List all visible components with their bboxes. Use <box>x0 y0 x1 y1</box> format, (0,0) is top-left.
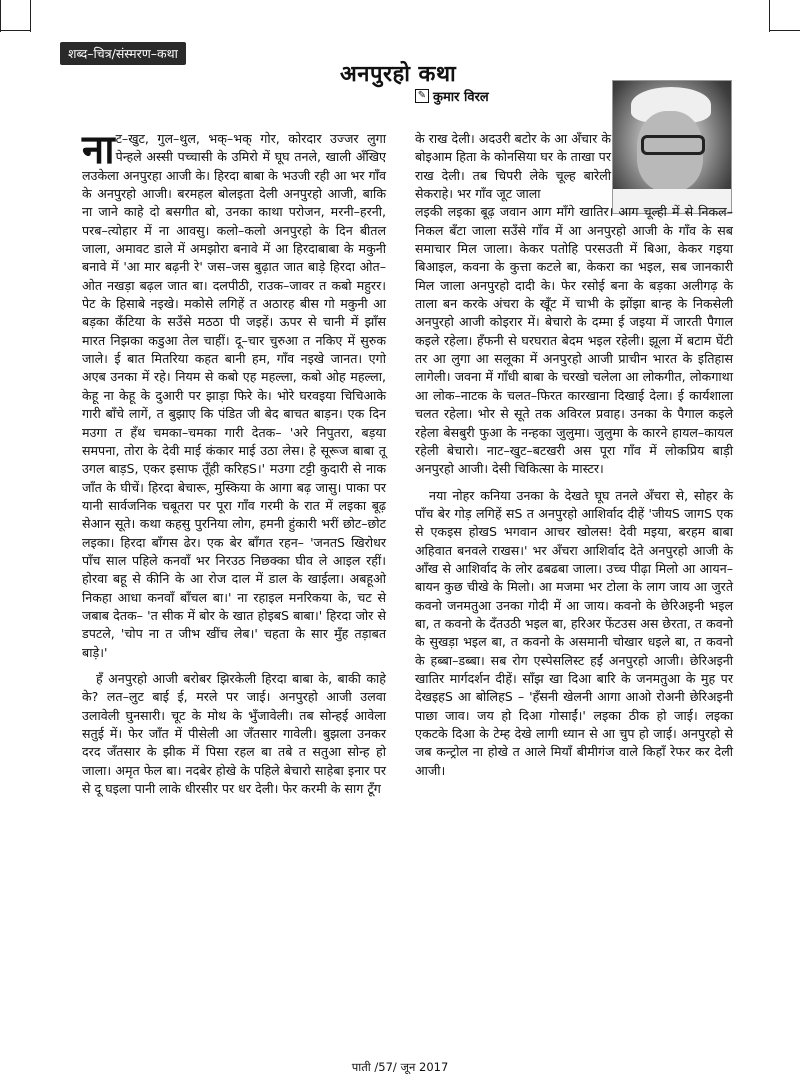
crop-mark-top-left <box>0 0 1 32</box>
left-paragraph-2: हँ अनपुरहो आजी बरोबर झिरकेली हिरदा बाबा के, बाकी काहे के? लत–लुट बाई ई, मरले पर जाई। अनपुरहो आजी उलवा उलावेली घुनसारी। चूट के मोथ के भुँजावेली। तब सोन्हई आवेला सतुई में। फेर जाँत में पीसेली आ जँतसार गावेली। बुझला उनकर दरद जँतसार के झीक में पिसा रहल बा तबे त सतुआ सोन्ह हो जाला। अमृत फेल बा। नदबेर होखे के पहिले बेचारो साहेबा इनार पर से दू घइला पानी लाके धीरसीर पर धर देली। फेर करमी के साग टूँग <box>82 670 386 797</box>
section-tag: शब्द–चित्र/संस्मरण–कथा <box>60 42 186 65</box>
pen-icon: ✎ <box>415 89 429 103</box>
right-top-wrap: के राख देली। अदउरी बटोर के आ अँचार के बोइआम हिता के कोनसिया घर के ताखा पर राख देली। तब चिपरी लेके चूल्ह बारेली सेकराहे। भर गाँव जूट जाला <box>415 131 611 202</box>
crop-mark-top-left-h <box>0 30 30 31</box>
byline <box>415 87 489 105</box>
crop-mark-top-right-h <box>770 30 800 31</box>
right-column <box>415 130 733 788</box>
left-paragraph-1 <box>82 127 386 662</box>
left-paragraph-1-text: ट–खुट, गुल–थुल, भक्–भक् गोर, कोरदार उज्जर लुगा पेन्हले अस्सी पच्चासी के उमिरो में घूघ तनले, खाली अँखिए लउकेला अनपुरहा आजी के। हिरदा बाबा के भउजी रही आ भर गाँव के अनपुरहो आजी। बरमहल बोलइता देली अनपुरहो आजी, बाकि ना जाने काहे दो बसगीत बो, उनका काथा परोजन, मरनी–हरनी, परब–त्योहार में ना आवसु। कलो–कलो अनपुरहो के दिन बीतल जाला, अमावट डाले में अमझोरा बनावे में आ हिरदाबाबा के मकुनी बनावे में 'आ मार बढ़नी रे' जस–जस बुढ़ात जात बाड़े हिरदा ओत–ओत नखड़ा बढ़ल जात बा। दलपीठी, राउक–जावर त कबो महुरर। पेट के हिसाबे नइखे। मकोसे लगिहें त अठारह बीस गो मकुनी आ बड़का कँटिया के सउँसे मठठा पी जइहें। ऊपर से चानी में झाँस मारत निझका कडुआ तेल चाहीं। दू–चार चुरुआ त नकिए में सुरुक जाले। ई बात मितरिया कहत बानी हम, गाँव नइखे जानत। एगो अएब उनका में रहे। नियम से कबो एह महल्ला, कबो ओह महल्ला, केहू ना केहू के दुआरी पर झाड़ा फिरे के। भोरे घरवइया चिचिआके गारी बाँचे लागें, त बुझाए कि पंडित जी बेद बाचत बाड़न। एक दिन मउगा त हँथ चमका–चमका गारी देतक– 'अरे निपुतरा, बड़या समपना, तोरा के देवी माई कंकार माई उठा लेस। हे सूरूज बाबा तू उगल बाड़S, एकर इसाफ तूँही करिहS।' मउगा टट्टी कुदारी से नाक जाँत के घीचें। हिरदा बेचारू, मुस्किया के आगा बढ़ जासु। पाका पर यानी सार्वजनिक चबूतरा पर पूरा गाँव गरमी के रात में लइका बूढ़ सेआन सूते। कथा कहसु पुरनिया लोग, हमनी हुंकारी भरीं छोट–छोट लइका। हिरदा बाँगस ढेर। एक बेर बाँगत रहन– 'जनतS खिरोधर पाँच साल पहिले कनवाँ भर निरउठ निछक्का घीव ले आइल रहीं। होरवा बहू से कीनि के आ रोज दाल में डाल के खाईला। अबहूओ निकहा आधा कनवाँ बाँचल बा।' ना रहाइल मनरिकया के, चट से जबाब देतक– 'त सीक में बोर के खात होइबS बाबा।' हिरदा जोर से डपटले, 'चोप ना त जीभ खींच लेब।' चहता के सार मुँह तड़ाबत बाड़े।' <box>82 131 386 660</box>
left-column <box>82 127 386 806</box>
page-footer: पाती /57/ जून 2017 <box>351 1060 449 1074</box>
article-title: अनपुरहो कथा <box>340 62 457 87</box>
right-paragraph-1: लइकी लइका बूढ़ जवान आग माँगे खातिर। आग चूल्ही में से निकल–निकल बँटा जाला सउँसे गाँव में आ अनपुरहो आजी के गाँव के सब समाचार मिल जाला। केकर पतोहि परसउती में बिआ, केकर गइया बिआइल, कवना के कुत्ता कटले बा, केकरा का भइल, सब जानकारी मिल जाला अनपुरहो दादी के। फेर रसोई बना के बड़का अलीगढ़ के ताला बन करके अंचरा के खूँट में चाभी के झोंझा बान्ह के निकसेली अनपुरहो आजी कोइरार में। बेचारो के दम्मा ई जइया में जारती पैगाल कइले रहेला। हँफनी से घरघरात बेदम भइल रहेली। झूला में बटाम घेंटी तर आ लुगा आ सलूका में अनपुरहो आजी प्राचीन भारत के इतिहास लागेली। जवना में गाँधी बाबा के चरखो चलेला आ लोकगीत, लोकगाथा आ लोक–नाटक के चलत–फिरत कारखाना दिखाई देला। ई कार्यशाला चलत रहेला। भोर से सूते तक अविरल प्रवाह। उनका के पैगाल कइले रहेला बेसबुरी फुआ के नन्हका जुलुमा। जुलुमा के कारने हायल–कायल रहेली बेचारो। नाट–खुट–बटखरी अस पूरा गाँव में लोकप्रिय बाड़ी अनपुरहो आजी। देसी चिकित्सा के मास्टर। <box>415 204 733 477</box>
crop-mark-top-right <box>769 0 770 32</box>
author-name: कुमार विरल <box>433 90 489 105</box>
crop-mark-top-left-v <box>30 0 31 32</box>
dropcap: ना <box>82 127 112 173</box>
right-paragraph-2: नया नोहर कनिया उनका के देखते घूघ तनले अँचरा से, सोहर के पाँच बेर गोड़ लगिहें सS त अनपुरहो आशिर्वाद दीहें 'जीयS जागS एक से एकइस होखS भगवान आचर खोलस! देवी मइया, बरहम बाबा अहिवात बनवले राखस।' भर अँचरा आशिर्वाद देते अनपुरहो आजी के आँख से आशिर्वाद के लोर ढबढबा जाला। उच्च पीढ़ा मिलो आ आयन–बायन कुछ चीखे के मिलो। आ मजमा भर टोला के लाग जाय आ जुरते कवनो जनमतुआ उनका गोदी में आ जाय। कवनो के छेरिअइनी भइल बा, त कवनो के दँतउठी भइल बा, हरिअर फेंटउस अस छेरता, त कवनो के सुखड़ा भइल बा, त कवनो के असमानी चोखार धइले बा, त कवनो के हब्बा–डब्बा। सब रोग एस्पेसलिस्ट हईं अनपुरहो आजी। छेरिअइनी खातिर मार्गदर्शन दीहें। साँझ खा दिआ बारि के जनमतुआ के मुह पर देखइहS आ बोलिहS – 'हँसनी खेलनी आगा आओ रोअनी छेरिअइनी पाछा जाव। जय हो दिआ गोसाईं।' लइका ठीक हो जाई। लइका एकटके दिआ के टेम्ह देखे लागी ध्यान से आ चुप हो जाई। अनपुरहो से जब कन्ट्रोल ना होखे त आले मियाँ बीमीगंज वाले किहाँ रेफर कर देली आजी। <box>415 487 733 778</box>
